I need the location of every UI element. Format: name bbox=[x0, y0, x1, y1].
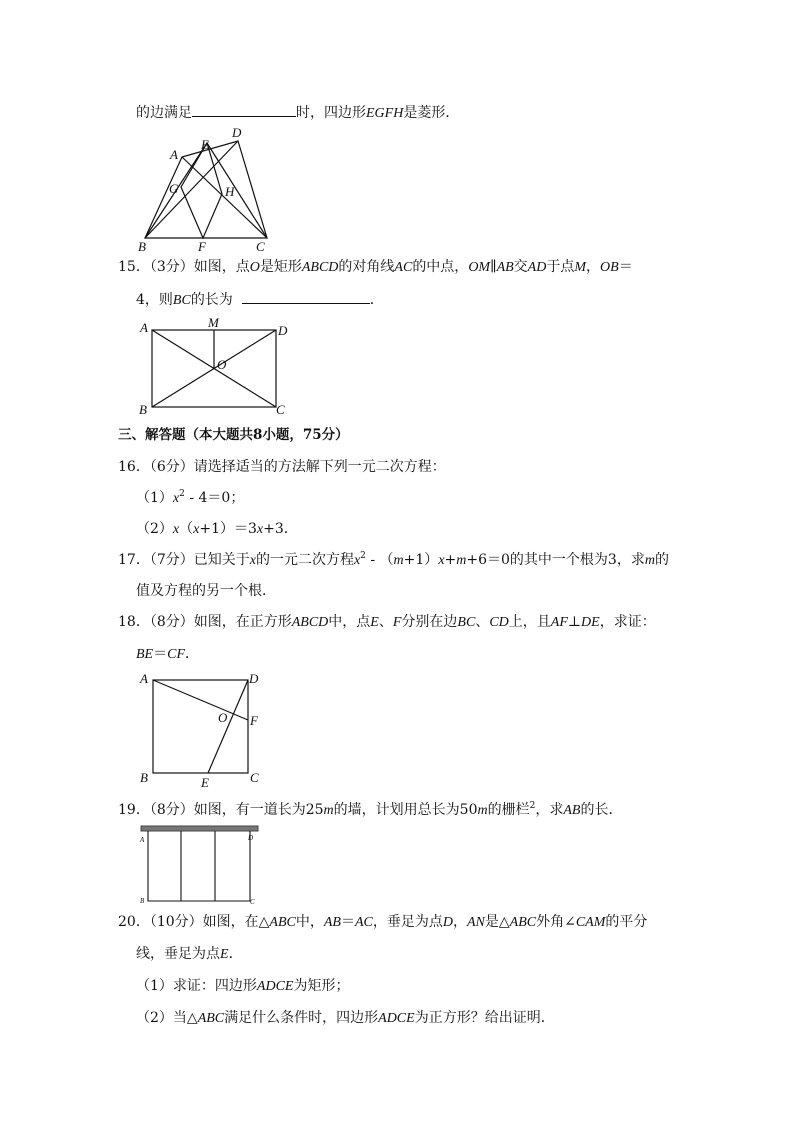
svg-text:A: A bbox=[140, 320, 148, 335]
q14-label-g: G bbox=[169, 181, 179, 196]
q14-line-ec bbox=[207, 143, 267, 238]
q14-shape-name: EGFH bbox=[366, 106, 404, 121]
svg-text:F: F bbox=[250, 713, 258, 728]
q15-answer-blank[interactable] bbox=[242, 289, 370, 304]
q14-label-d: D bbox=[232, 125, 242, 140]
q16-stem: 16．（6分）请选择适当的方法解下列一元二次方程： bbox=[118, 459, 446, 475]
q14-label-f: F bbox=[198, 239, 206, 254]
q17-stem: 17．（7分）已知关于x的一元二次方程$x^2 - (m+1)x+m+6=0$的其中一个根为3，求m的 bbox=[118, 551, 669, 568]
q15-stem: 15．（3分）如图，点O是矩形ABCD的对角线AC的中点，OM∥AB交AD于点M，OB＝ bbox=[118, 259, 633, 275]
q19-fence-outline bbox=[148, 831, 250, 901]
q15-stem-line2: 4，则BC的长为 ． bbox=[136, 289, 384, 311]
q17-stem-line2: 值及方程的另一个根． bbox=[136, 583, 276, 599]
svg-text:D: D bbox=[249, 671, 259, 686]
q14-figure bbox=[130, 125, 280, 255]
svg-text:D: D bbox=[248, 834, 254, 842]
q19-wall bbox=[141, 826, 258, 831]
q14-label-h: H bbox=[225, 184, 235, 199]
q14-label-a: A bbox=[170, 147, 178, 162]
q14-trapezoid bbox=[145, 141, 267, 238]
q14-line bbox=[136, 102, 459, 124]
svg-text:C: C bbox=[250, 770, 259, 785]
q18-stem: 18．（8分）如图，在正方形ABCD中，点E、F分别在边BC、CD上，且AF⊥DE，求证： bbox=[118, 614, 656, 630]
q16-part2: （2）x（x+1）＝3x+3． bbox=[136, 521, 298, 537]
q14-label-b: B bbox=[138, 239, 146, 254]
q18-stem-line2: BE＝CF． bbox=[136, 646, 199, 662]
q18-segment-de bbox=[208, 680, 248, 773]
q20-stem: 20．（10分）如图，在△ABC中，AB＝AC，垂足为点D，AN是△ABC外角∠CAM的平分 bbox=[118, 914, 648, 930]
q18-square bbox=[153, 680, 248, 773]
q14-label-e: E bbox=[201, 137, 209, 152]
q14-text-post: 时，四边形 bbox=[296, 105, 366, 121]
q19-stem: 19．（8分）如图，有一道长为25m的墙，计划用总长为50m的栅栏$^2$，求AB的长． bbox=[118, 801, 623, 818]
svg-text:E: E bbox=[201, 775, 209, 790]
svg-text:B: B bbox=[140, 897, 145, 905]
q19-figure bbox=[138, 824, 262, 906]
svg-text:A: A bbox=[140, 671, 148, 686]
q14-answer-blank[interactable] bbox=[192, 102, 296, 117]
svg-text:C: C bbox=[276, 402, 285, 417]
q15-figure bbox=[136, 316, 296, 421]
q20-part1: （1）求证：四边形ADCE为矩形； bbox=[136, 978, 350, 994]
svg-text:O: O bbox=[217, 357, 227, 372]
q20-part2: （2）当△ABC满足什么条件时，四边形ADCE为正方形？给出证明． bbox=[136, 1010, 555, 1026]
svg-text:M: M bbox=[208, 315, 219, 330]
svg-text:D: D bbox=[278, 323, 288, 338]
q18-figure bbox=[136, 670, 266, 792]
q20-stem-line2: 线，垂足为点E． bbox=[136, 946, 243, 962]
svg-text:B: B bbox=[140, 770, 148, 785]
q14-text-pre: 的边满足 bbox=[136, 105, 192, 121]
q14-label-c: C bbox=[256, 239, 265, 254]
svg-text:O: O bbox=[218, 710, 228, 725]
svg-text:A: A bbox=[140, 836, 145, 844]
svg-text:B: B bbox=[139, 402, 147, 417]
q16-part1: $(1)x^2 - 4=0$； bbox=[136, 489, 245, 506]
section-3-heading: 三、解答题（本大题共8小题，75分） bbox=[118, 427, 349, 443]
q14-text-end: 是菱形． bbox=[403, 105, 460, 121]
svg-text:C: C bbox=[250, 898, 255, 906]
